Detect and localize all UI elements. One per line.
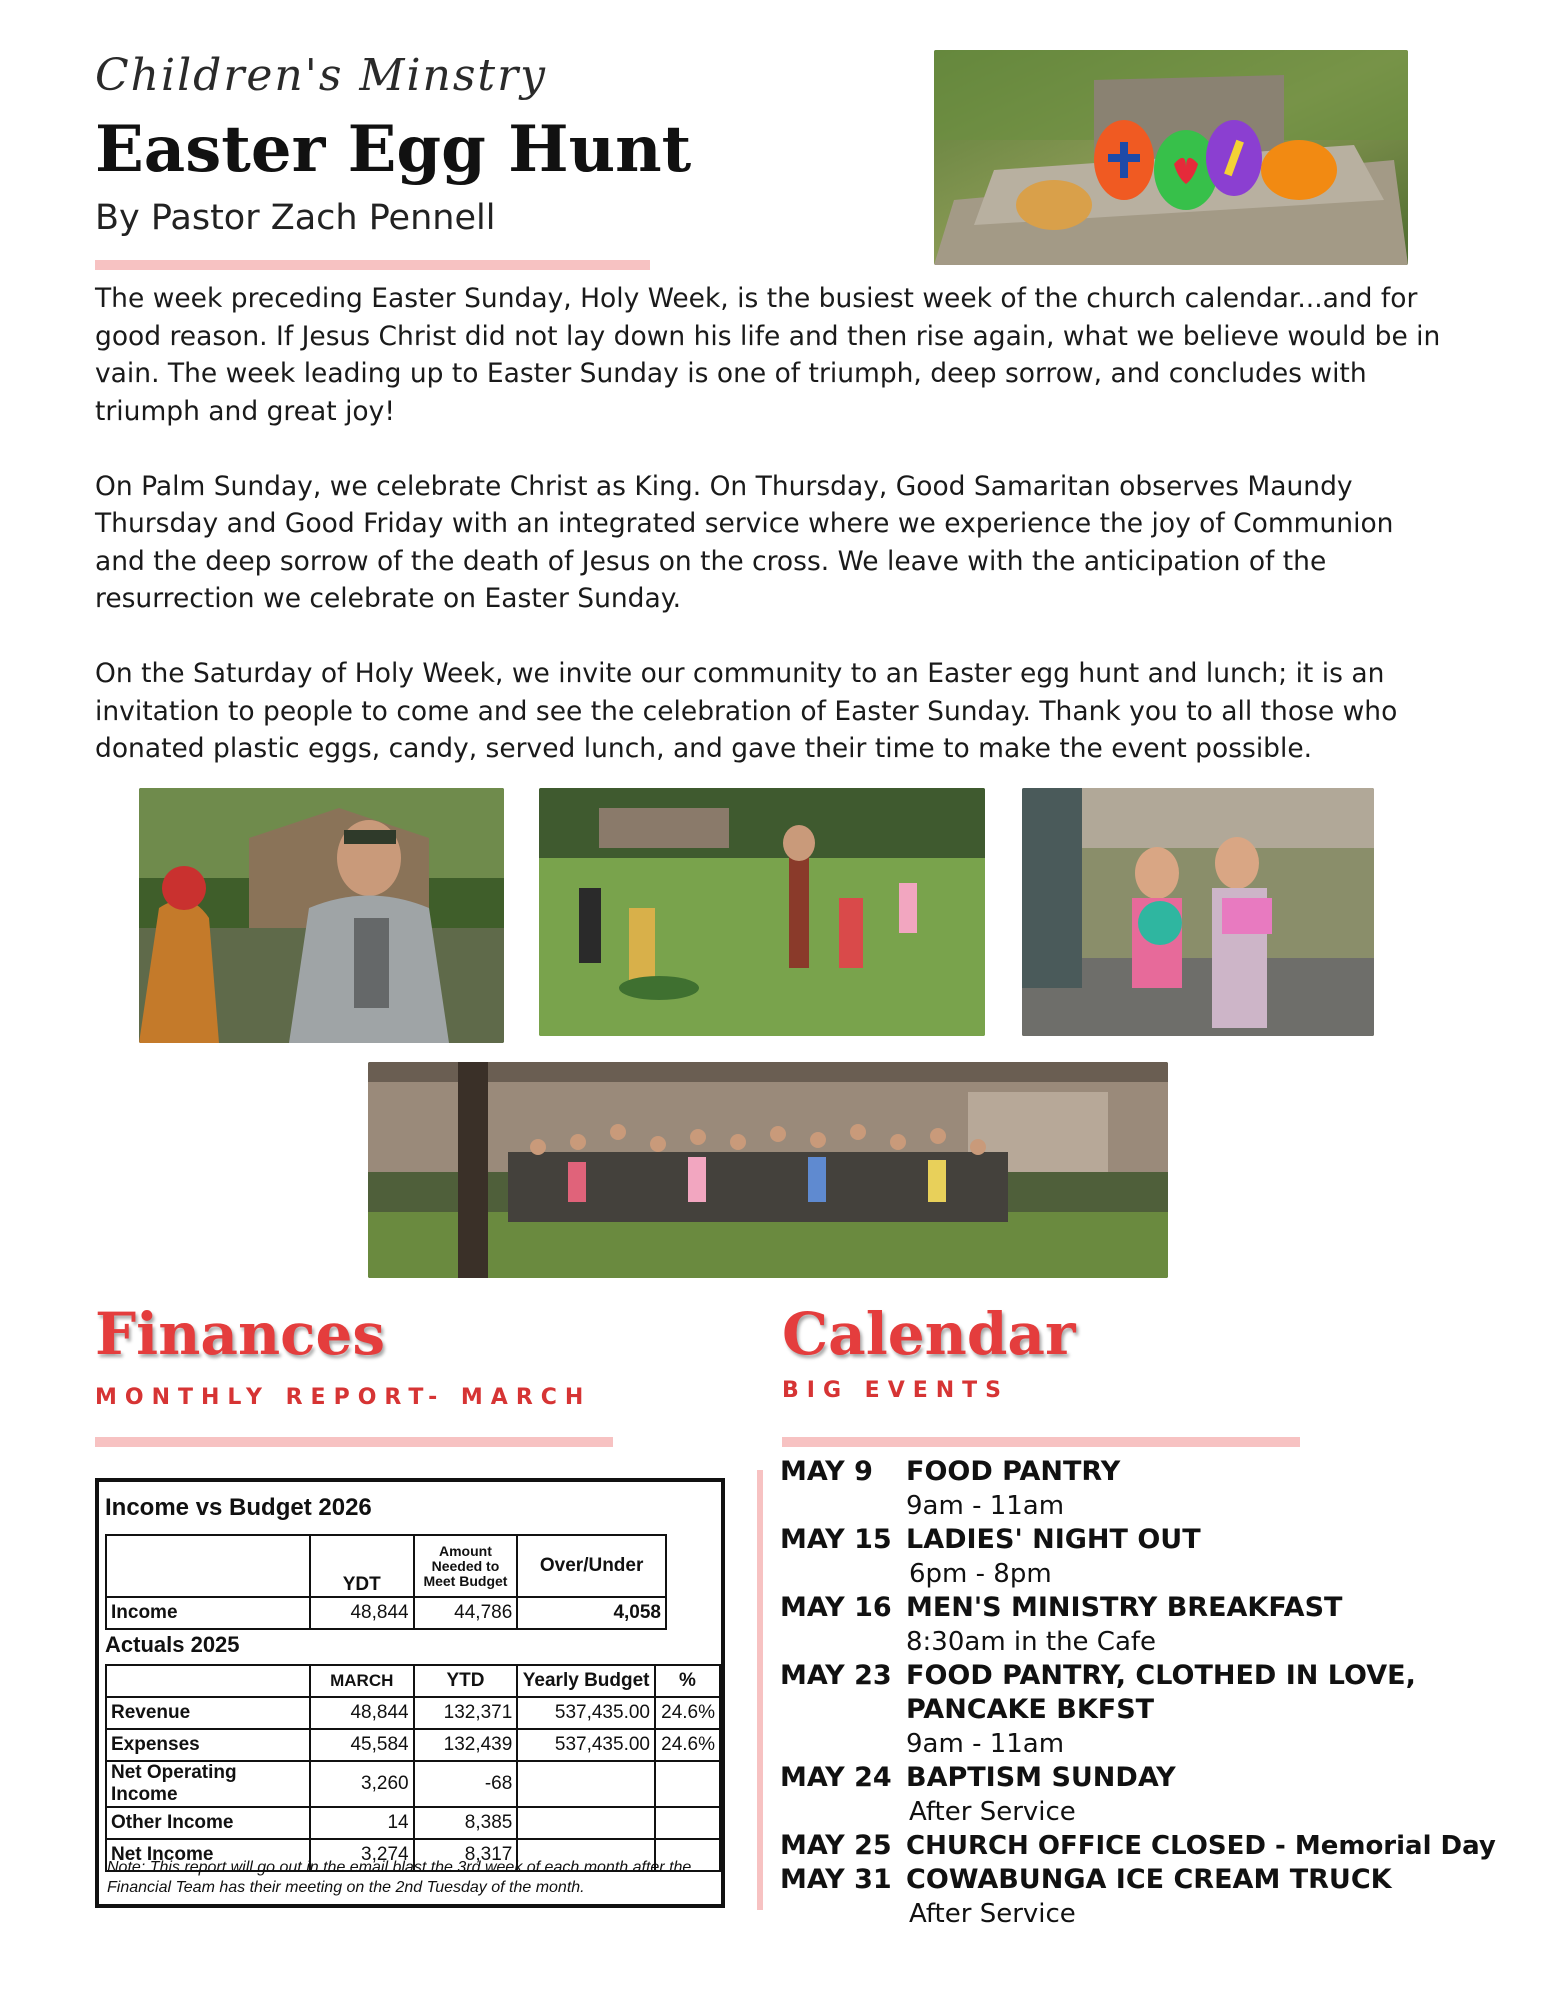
table-row: Other Income 14 8,385: [106, 1807, 720, 1839]
article-paragraph: The week preceding Easter Sunday, Holy Week, is the busiest week of the church calendar...and for good reason. If Jesus Christ did not lay down his life and then rise again, what we believe would be in vain. The week leading up to Easter Sunday is one of triumph, deep sorrow, and concludes with triumph and great joy!: [95, 283, 1441, 427]
income-ydt: 48,844: [310, 1597, 414, 1629]
actuals-header-yearly: Yearly Budget: [517, 1665, 655, 1697]
finances-subtitle: MONTHLY REPORT- MARCH: [95, 1385, 592, 1410]
article-body: [95, 280, 1450, 805]
actuals-title: Actuals 2025: [105, 1632, 240, 1657]
table-row: Net Operating Income 3,260 -68: [106, 1761, 720, 1807]
budget-header-over-under: Over/Under: [517, 1535, 666, 1597]
byline: By Pastor Zach Pennell: [95, 198, 496, 238]
event-photo-man-thumbs-up: [139, 788, 504, 1043]
calendar-title: Calendar: [782, 1300, 1076, 1368]
ministry-script-title: Children's Minstry: [95, 50, 548, 101]
income-needed: 44,786: [414, 1597, 518, 1629]
finance-report-table: [95, 1478, 725, 1908]
event-photo-egg-hunt-field: [539, 788, 985, 1036]
actuals-header-march: MARCH: [310, 1665, 414, 1697]
page-title: Easter Egg Hunt: [95, 112, 692, 187]
table-row: Expenses 45,584 132,439 537,435.00 24.6%: [106, 1729, 720, 1761]
easter-eggs-photo: [934, 50, 1408, 265]
article-paragraph: On Palm Sunday, we celebrate Christ as King. On Thursday, Good Samaritan observes Maundy Thursday and Good Friday with an integrated service where we experience the joy of Communion and the deep sorrow of the death of Jesus on the cross. We leave with the anticipation of the resurrection we celebrate on Easter Sunday.: [95, 470, 1394, 614]
article-paragraph: On the Saturday of Holy Week, we invite our community to an Easter egg hunt and lunch; it is an invitation to people to come and see the celebration of Easter Sunday. Thank you to all those who donated plastic eggs, candy, served lunch, and gave their time to make the event possible.: [95, 658, 1398, 764]
calendar-side-bar: [757, 1470, 763, 1910]
calendar-divider: [782, 1437, 1300, 1447]
finance-table-title: Income vs Budget 2026: [105, 1494, 372, 1521]
actuals-table: [105, 1664, 721, 1872]
event-photo-girls-baskets: [1022, 788, 1374, 1036]
budget-header-ydt: YDT: [310, 1535, 414, 1597]
budget-header-needed: Amount Needed to Meet Budget: [414, 1535, 518, 1597]
finance-note: Note: This report will go out in the email blast the 3rd week of each month after the Financial Team has their meeting on the 2nd Tuesday of the month.: [107, 1859, 692, 1896]
income-label: Income: [106, 1597, 310, 1629]
finances-title: Finances: [95, 1300, 385, 1368]
finances-divider: [95, 1437, 613, 1447]
actuals-header-ytd: YTD: [414, 1665, 518, 1697]
event-photo-group: [368, 1062, 1168, 1278]
income-over-under: 4,058: [517, 1597, 666, 1629]
table-row: Revenue 48,844 132,371 537,435.00 24.6%: [106, 1697, 720, 1729]
header-divider: [95, 260, 650, 270]
budget-table: [105, 1534, 667, 1630]
table-row: Net Income 3,274 8,317: [106, 1839, 720, 1871]
calendar-subtitle: BIG EVENTS: [782, 1378, 1010, 1403]
actuals-header-pct: %: [655, 1665, 720, 1697]
